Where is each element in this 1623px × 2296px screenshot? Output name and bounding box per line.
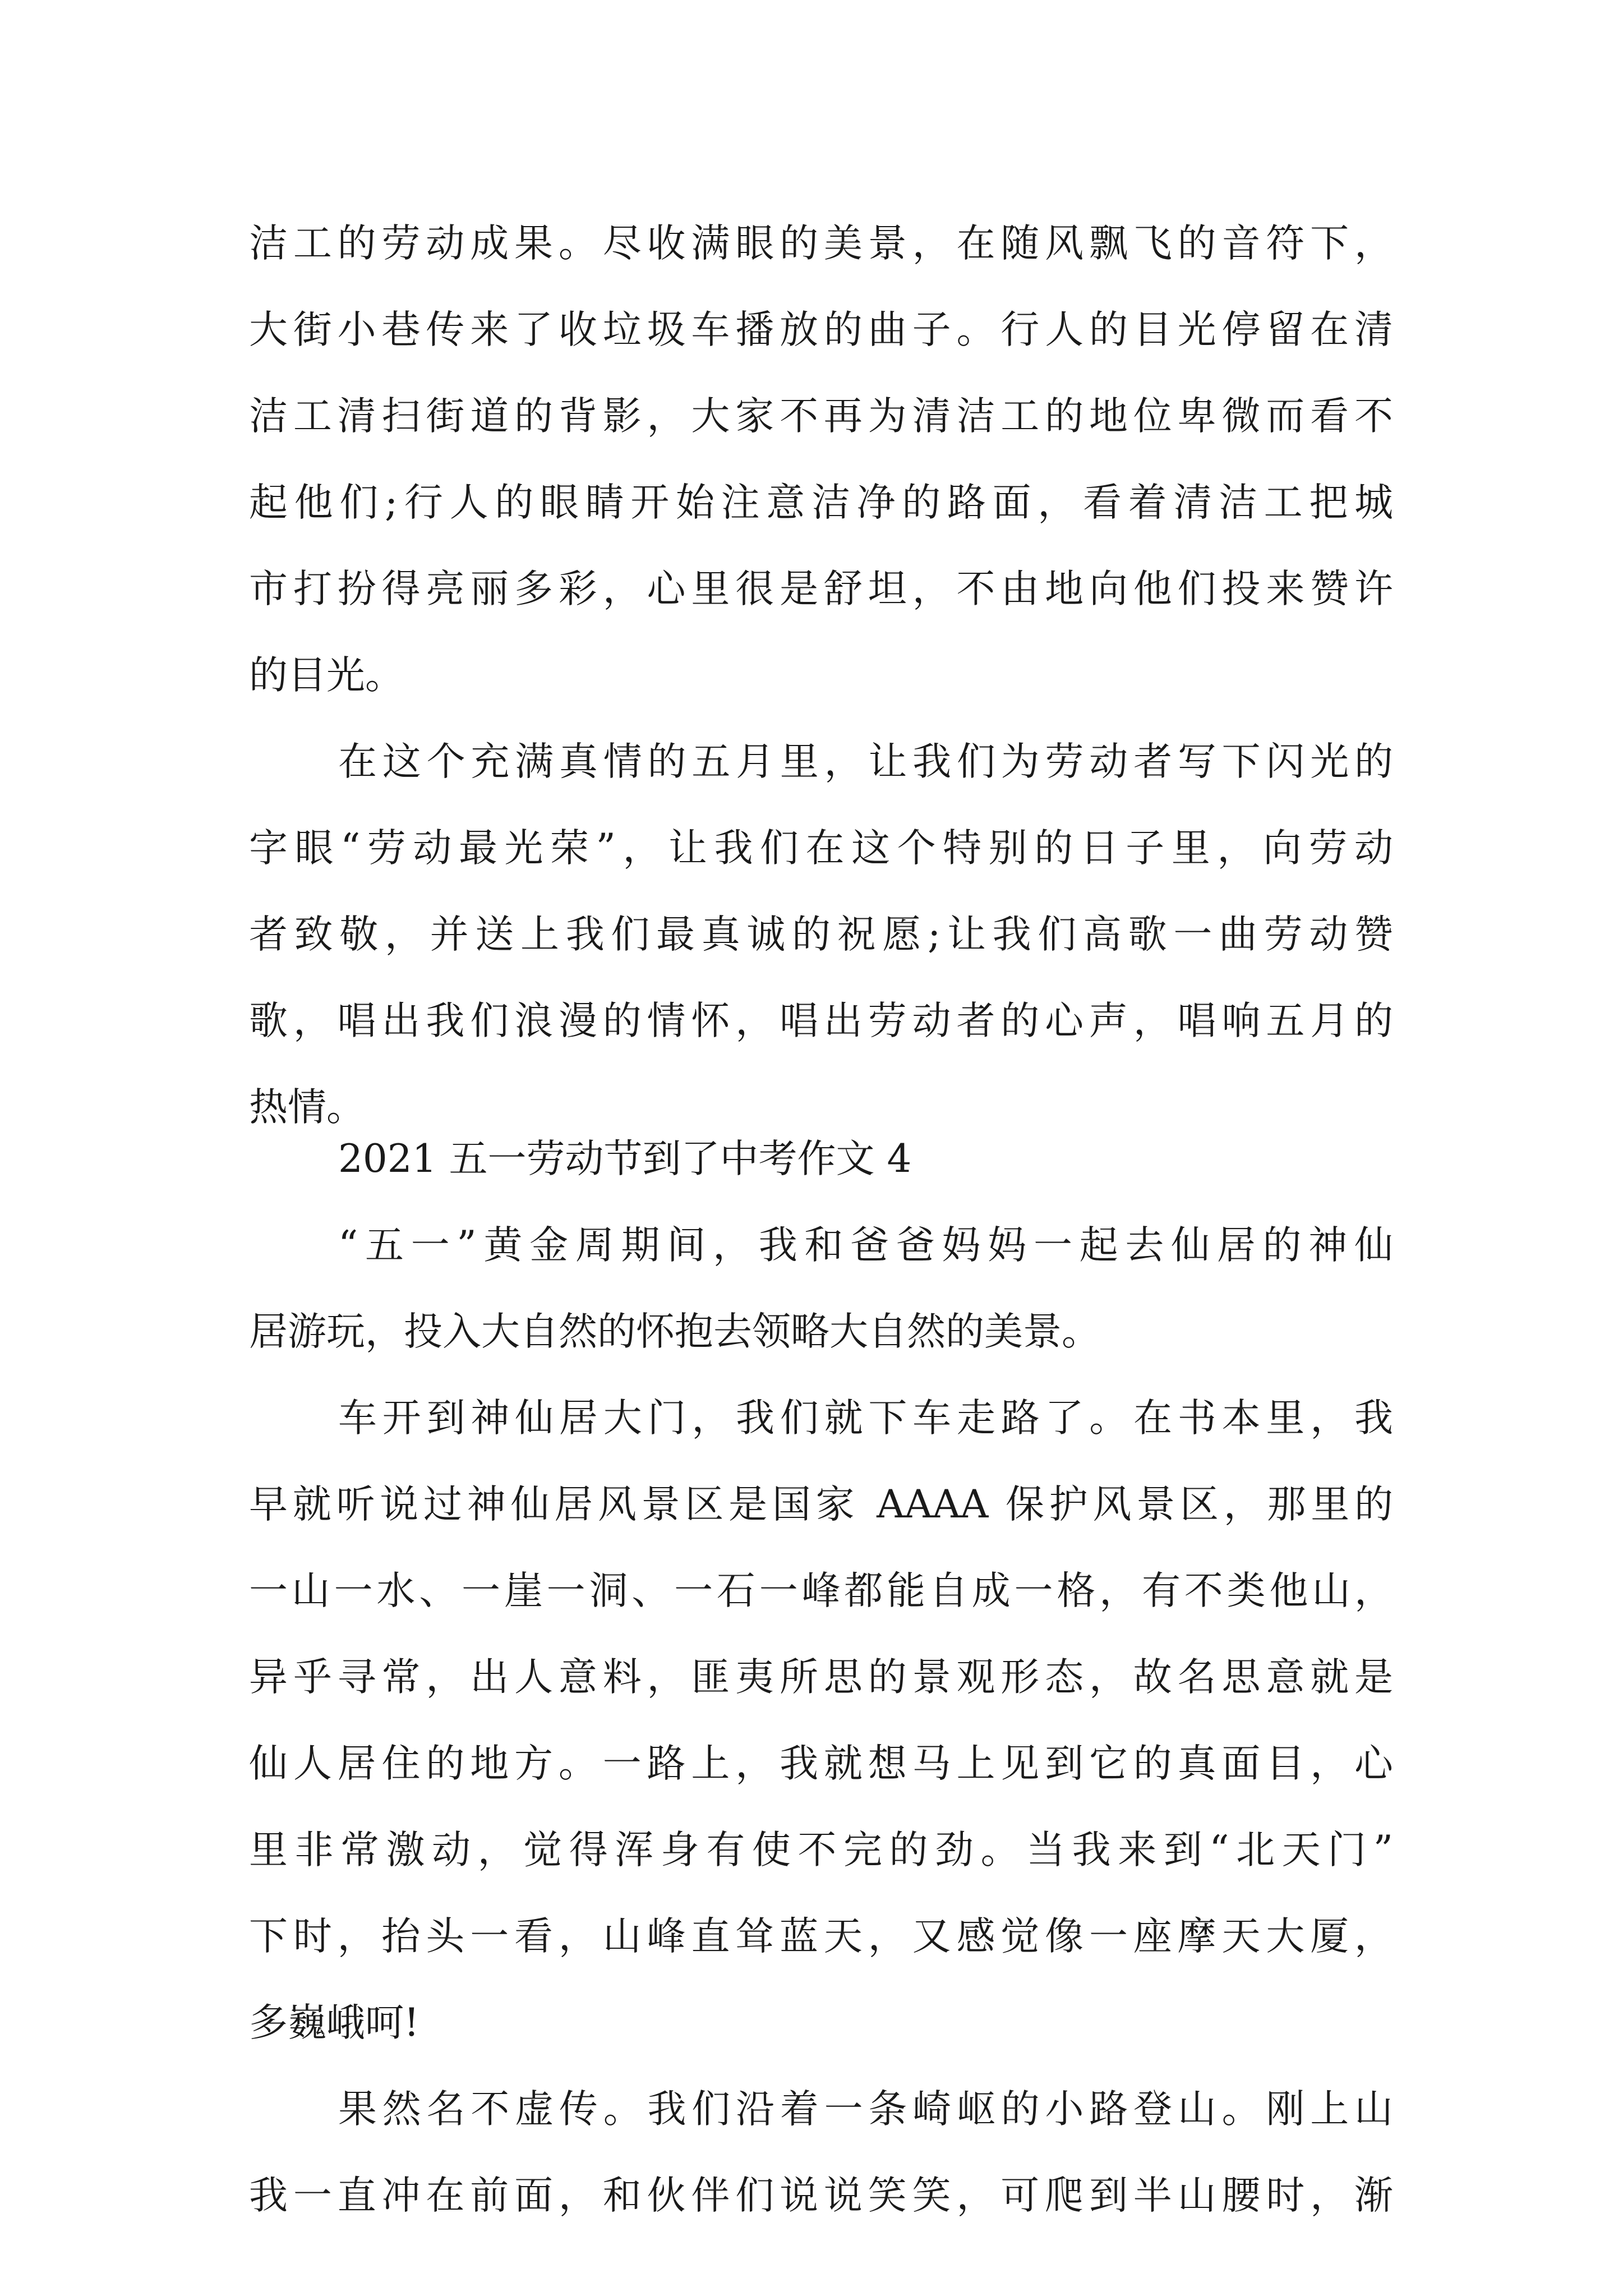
text-line: 洁工清扫街道的背影，大家不再为清洁工的地位卑微而看不 <box>249 394 1393 439</box>
text-line: 起他们;行人的眼睛开始注意洁净的路面，看着清洁工把城 <box>249 480 1393 525</box>
text-line: 大街小巷传来了收垃圾车播放的曲子。行人的目光停留在清 <box>249 307 1393 352</box>
text-line: 热情。 <box>249 1085 365 1130</box>
text-line: 仙人居住的地方。一路上，我就想马上见到它的真面目，心 <box>249 1741 1393 1786</box>
paragraph-first-line: 果然名不虚传。我们沿着一条崎岖的小路登山。刚上山 <box>338 2087 1393 2132</box>
text-line: 我一直冲在前面，和伙伴们说说笑笑，可爬到半山腰时，渐 <box>249 2173 1393 2218</box>
text-line: 歌，唱出我们浪漫的情怀，唱出劳动者的心声，唱响五月的 <box>249 999 1393 1043</box>
text-line: 居游玩，投入大自然的怀抱去领略大自然的美景。 <box>249 1309 1100 1354</box>
text-line: 洁工的劳动成果。尽收满眼的美景，在随风飘飞的音符下， <box>249 221 1393 266</box>
text-line: 异乎寻常，出人意料，匪夷所思的景观形态，故名思意就是 <box>249 1655 1393 1700</box>
text-line: 下时，抬头一看，山峰直耸蓝天，又感觉像一座摩天大厦， <box>249 1914 1393 1959</box>
text-line: 多巍峨呵! <box>249 2000 419 2045</box>
paragraph-first-line: 在这个充满真情的五月里，让我们为劳动者写下闪光的 <box>338 739 1393 784</box>
text-line: 市打扮得亮丽多彩，心里很是舒坦，不由地向他们投来赞许 <box>249 567 1393 611</box>
section-heading: 2021 五一劳动节到了中考作文 4 <box>338 1137 912 1181</box>
paragraph-first-line: 车开到神仙居大门，我们就下车走路了。在书本里，我 <box>338 1396 1393 1441</box>
paragraph-first-line: “五一”黄金周期间，我和爸爸妈妈一起去仙居的神仙 <box>338 1223 1393 1268</box>
text-line: 者致敬，并送上我们最真诚的祝愿;让我们高歌一曲劳动赞 <box>249 912 1393 957</box>
text-line: 早就听说过神仙居风景区是国家 AAAA 保护风景区，那里的 <box>249 1482 1393 1527</box>
text-line: 字眼“劳动最光荣”，让我们在这个特别的日子里，向劳动 <box>249 826 1393 871</box>
text-line: 里非常激动，觉得浑身有使不完的劲。当我来到“北天门” <box>249 1828 1393 1872</box>
text-line: 一山一水、一崖一洞、一石一峰都能自成一格，有不类他山， <box>249 1568 1393 1613</box>
text-line: 的目光。 <box>249 653 404 698</box>
